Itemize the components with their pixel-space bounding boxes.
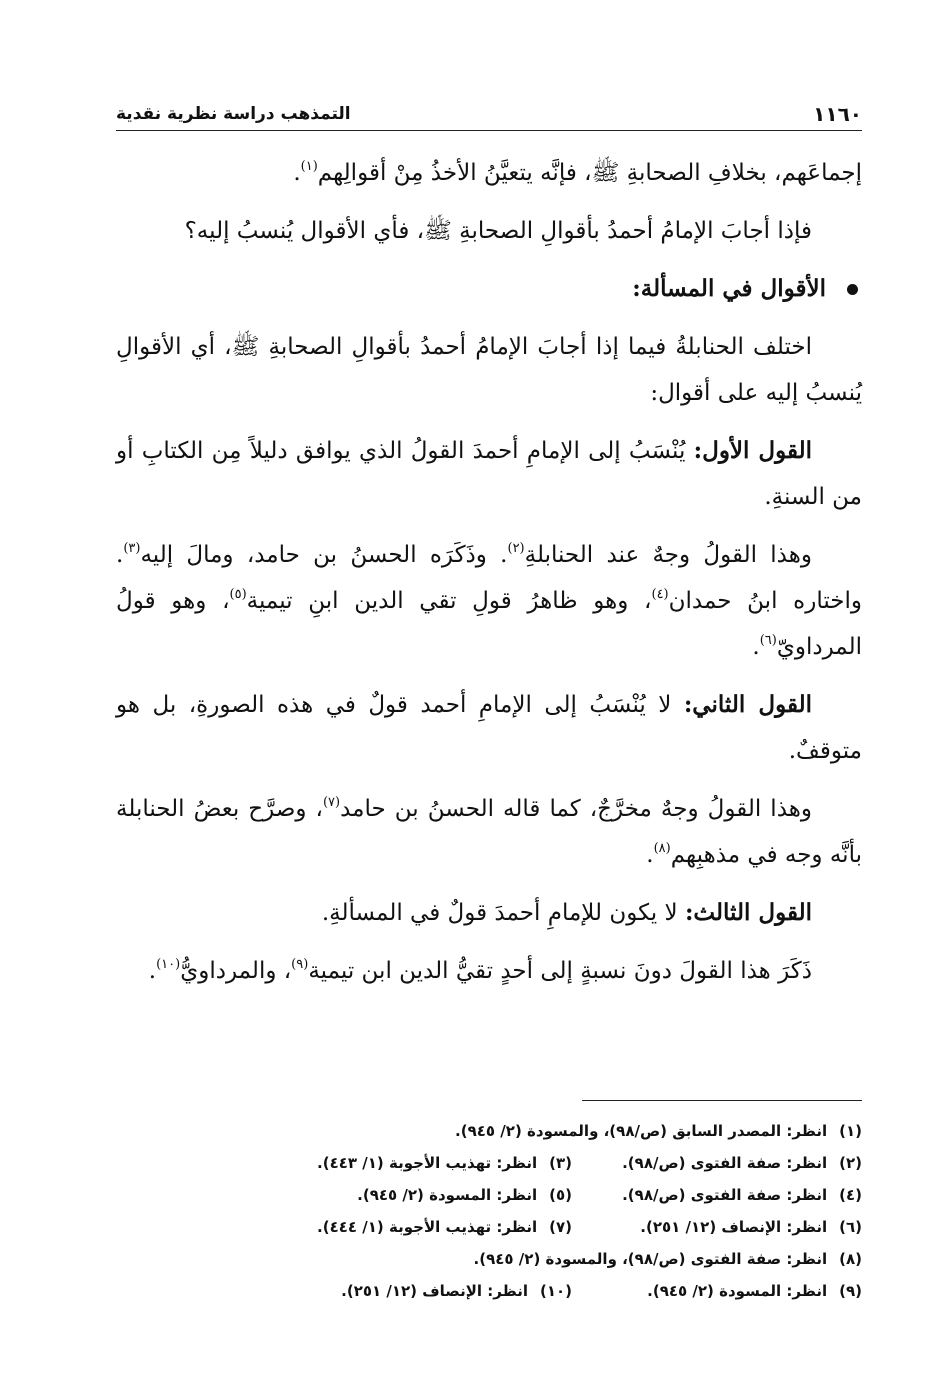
running-title: التمذهب دراسة نظرية نقدية bbox=[116, 104, 351, 124]
paragraph-6: ذَكَرَ هذا القولَ دونَ نسبةٍ إلى أحدٍ تقيُّ الدين ابن تيمية$^{(٩)}$، والمرداويُّ$^{(١٠)}$. bbox=[148, 957, 812, 984]
opinion-1-label: القول الأول: bbox=[693, 437, 813, 464]
footnote-row: (٨)انظر: صفة الفتوى (ص/٩٨)، والمسودة (٢/ ٩٤٥). bbox=[473, 1250, 862, 1268]
footnote-ref: (١٠) bbox=[156, 957, 181, 972]
page-number: ١١٦٠ bbox=[813, 102, 862, 126]
footnote-separator bbox=[582, 1100, 862, 1101]
footnote-row: (٤)انظر: صفة الفتوى (ص/٩٨). (٥)انظر: المسودة (٢/ ٩٤٥). bbox=[357, 1186, 862, 1204]
paragraph-2: فإذا أجابَ الإمامُ أحمدُ بأقوالِ الصحابةِ ﷺ، فأي الأقوال يُنسبُ إليه؟ bbox=[184, 218, 812, 244]
footnote-ref: (٣) bbox=[123, 541, 141, 556]
footnote-ref: (٩) bbox=[291, 957, 309, 972]
footnote-ref: (٢) bbox=[507, 541, 525, 556]
page-header bbox=[116, 100, 862, 131]
main-text bbox=[116, 150, 862, 1006]
footnote-ref: (١) bbox=[300, 159, 318, 174]
section-heading: الأقوال في المسألة: bbox=[116, 266, 862, 312]
opinion-3: القول الثالث: لا يكون للإمامِ أحمدَ قولٌ في المسألةِ. bbox=[321, 899, 812, 926]
paragraph-4: وهذا القولُ وجهٌ عند الحنابلةِ$^{(٢)}$. وذَكَرَه الحسنُ بن حامد، ومالَ إليه$^{(٣)}$. واختاره ابنُ حمدان$^{(٤)}$، وهو ظاهرُ قولِ تقي الدين ابنِ تيمية$^{(٥)}$، وهو قولُ المرداويّ$^{(٦)}$. bbox=[116, 541, 862, 660]
footnote-row: (٩)انظر: المسودة (٢/ ٩٤٥). (١٠)انظر: الإنصاف (١٢/ ٢٥١). bbox=[341, 1282, 862, 1300]
footnotes bbox=[116, 1115, 862, 1307]
paragraph-5: وهذا القولُ وجهٌ مخرَّجٌ، كما قاله الحسنُ بن حامد$^{(٧)}$، وصرَّح بعضُ الحنابلة بأنَّه وجه في مذهبِهم$^{(٨)}$. bbox=[116, 795, 862, 868]
footnote-row: (٢)انظر: صفة الفتوى (ص/٩٨). (٣)انظر: تهذيب الأجوبة (١/ ٤٤٣). bbox=[317, 1154, 862, 1172]
footnote-ref: (٥) bbox=[229, 587, 247, 602]
footnote-row: (٦)انظر: الإنصاف (١٢/ ٢٥١). (٧)انظر: تهذيب الأجوبة (١/ ٤٤٤). bbox=[317, 1218, 862, 1236]
footnote-ref: (٨) bbox=[653, 841, 671, 856]
bullet-icon bbox=[847, 284, 858, 295]
opinion-1: القول الأول: يُنْسَبُ إلى الإمامِ أحمدَ القولُ الذي يوافق دليلاً مِن الكتابِ أو من السنةِ. bbox=[116, 437, 862, 510]
footnote-row: (١)انظر: المصدر السابق (ص/٩٨)، والمسودة (٢/ ٩٤٥). bbox=[455, 1122, 862, 1140]
footnote-ref: (٦) bbox=[759, 633, 777, 648]
opinion-2-label: القول الثاني: bbox=[683, 691, 812, 718]
opinion-3-label: القول الثالث: bbox=[684, 899, 812, 926]
paragraph-3: اختلف الحنابلةُ فيما إذا أجابَ الإمامُ أحمدُ بأقوالِ الصحابةِ ﷺ، أي الأقوالِ يُنسبُ إليه على أقوال: bbox=[116, 334, 862, 406]
opinion-2: القول الثاني: لا يُنْسَبُ إلى الإمامِ أحمد قولٌ في هذه الصورةِ، بل هو متوقفٌ. bbox=[116, 691, 862, 764]
paragraph-1: إجماعَهم، بخلافِ الصحابةِ ﷺ، فإنَّه يتعيَّنُ الأخذُ مِنْ أقوالِهم$^{(١)}$. bbox=[293, 159, 862, 186]
footnote-ref: (٧) bbox=[322, 795, 341, 810]
footnote-ref: (٤) bbox=[651, 587, 669, 602]
